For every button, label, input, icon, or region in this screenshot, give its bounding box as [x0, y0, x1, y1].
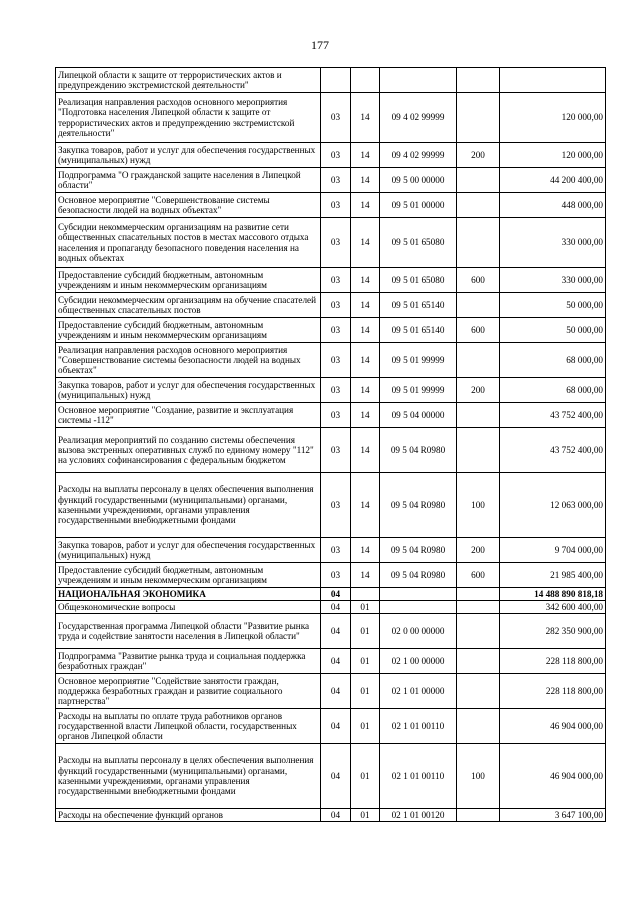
row-target-article [380, 68, 457, 93]
row-section: 04 [321, 649, 351, 674]
row-amount [500, 68, 606, 93]
row-section: 03 [321, 318, 351, 343]
row-target-article: 09 5 01 00000 [380, 193, 457, 218]
row-target-article: 02 1 01 00110 [380, 709, 457, 744]
row-amount: 228 118 800,00 [500, 649, 606, 674]
row-name: Реализация направления расходов основного мероприятия "Подготовка населения Липецкой области к защите от террористических актов и предупреждению экстремистской деятельности" [56, 93, 321, 143]
row-expense-type: 200 [457, 538, 500, 563]
row-name: Закупка товаров, работ и услуг для обеспечения государственных (муниципальных) нужд [56, 538, 321, 563]
row-amount: 330 000,00 [500, 268, 606, 293]
row-amount: 330 000,00 [500, 218, 606, 268]
table-row [56, 68, 606, 93]
row-subsection: 14 [351, 93, 380, 143]
row-subsection: 14 [351, 473, 380, 538]
table-row [56, 674, 606, 709]
table-row [56, 193, 606, 218]
row-expense-type: 600 [457, 268, 500, 293]
row-name: Подпрограмма "О гражданской защите населения в Липецкой области" [56, 168, 321, 193]
row-amount: 120 000,00 [500, 143, 606, 168]
row-section: 03 [321, 268, 351, 293]
table-row [56, 168, 606, 193]
row-expense-type: 200 [457, 143, 500, 168]
row-amount: 120 000,00 [500, 93, 606, 143]
row-name: Закупка товаров, работ и услуг для обеспечения государственных (муниципальных) нужд [56, 378, 321, 403]
row-amount: 3 647 100,00 [500, 809, 606, 822]
row-expense-type: 600 [457, 563, 500, 588]
row-expense-type [457, 168, 500, 193]
row-name: Расходы на выплаты персоналу в целях обеспечения выполнения функций государственными (муниципальными) органами, казенными учреждениями, органами управления государственными внебюджетными фондами [56, 744, 321, 809]
row-target-article: 02 0 00 00000 [380, 614, 457, 649]
row-target-article: 09 5 01 65080 [380, 268, 457, 293]
row-expense-type: 600 [457, 318, 500, 343]
table-row [56, 428, 606, 473]
row-amount: 43 752 400,00 [500, 403, 606, 428]
row-name: Расходы на обеспечение функций органов [56, 809, 321, 822]
row-name: Подпрограмма "Развитие рынка труда и социальная поддержка безработных граждан" [56, 649, 321, 674]
table-row [56, 143, 606, 168]
row-expense-type [457, 193, 500, 218]
row-subsection: 14 [351, 318, 380, 343]
row-name: Реализация направления расходов основного мероприятия "Совершенствование системы безопасности людей на водных объектах" [56, 343, 321, 378]
table-row [56, 93, 606, 143]
row-amount: 448 000,00 [500, 193, 606, 218]
row-section: 03 [321, 93, 351, 143]
row-name: Основное мероприятие "Содействие занятости граждан, поддержка безработных граждан и развитие социального партнерства" [56, 674, 321, 709]
row-amount: 43 752 400,00 [500, 428, 606, 473]
row-section: 03 [321, 563, 351, 588]
row-target-article: 09 5 04 R0980 [380, 473, 457, 538]
row-name: Предоставление субсидий бюджетным, автономным учреждениям и иным некоммерческим организациям [56, 318, 321, 343]
row-expense-type [457, 588, 500, 601]
row-subsection: 14 [351, 143, 380, 168]
row-subsection: 14 [351, 563, 380, 588]
row-subsection: 01 [351, 649, 380, 674]
row-subsection: 14 [351, 428, 380, 473]
table-row [56, 601, 606, 614]
row-subsection [351, 588, 380, 601]
row-expense-type: 200 [457, 378, 500, 403]
row-subsection [351, 68, 380, 93]
row-target-article: 09 5 04 R0980 [380, 563, 457, 588]
row-expense-type [457, 674, 500, 709]
table-row [56, 293, 606, 318]
row-expense-type [457, 809, 500, 822]
row-name: Липецкой области к защите от террористических актов и предупреждению экстремистской деятельности" [56, 68, 321, 93]
row-amount: 12 063 000,00 [500, 473, 606, 538]
row-target-article: 09 5 01 65140 [380, 293, 457, 318]
row-target-article: 02 1 00 00000 [380, 649, 457, 674]
row-section: 04 [321, 744, 351, 809]
row-amount: 14 488 890 818,18 [500, 588, 606, 601]
table-row [56, 343, 606, 378]
table-row [56, 538, 606, 563]
row-expense-type: 100 [457, 473, 500, 538]
row-target-article [380, 601, 457, 614]
row-subsection: 14 [351, 378, 380, 403]
row-expense-type [457, 614, 500, 649]
table-row [56, 318, 606, 343]
row-amount: 44 200 400,00 [500, 168, 606, 193]
row-section: 04 [321, 674, 351, 709]
row-subsection: 01 [351, 744, 380, 809]
table-row [56, 268, 606, 293]
row-section: 03 [321, 538, 351, 563]
row-section: 03 [321, 473, 351, 538]
row-section: 04 [321, 601, 351, 614]
row-name: Закупка товаров, работ и услуг для обеспечения государственных (муниципальных) нужд [56, 143, 321, 168]
row-name: Реализация мероприятий по созданию системы обеспечения вызова экстренных оперативных служб по единому номеру "112" на условиях софинансирования с федеральным бюджетом [56, 428, 321, 473]
row-name: Государственная программа Липецкой области "Развитие рынка труда и содействие занятости населения в Липецкой области" [56, 614, 321, 649]
row-section: 04 [321, 588, 351, 601]
row-expense-type [457, 601, 500, 614]
row-amount: 342 600 400,00 [500, 601, 606, 614]
row-target-article [380, 588, 457, 601]
row-target-article: 09 4 02 99999 [380, 143, 457, 168]
row-subsection: 01 [351, 601, 380, 614]
row-section: 03 [321, 218, 351, 268]
row-section: 03 [321, 168, 351, 193]
row-section: 03 [321, 343, 351, 378]
row-target-article: 02 1 01 00000 [380, 674, 457, 709]
row-target-article: 09 5 04 R0980 [380, 538, 457, 563]
row-expense-type [457, 709, 500, 744]
row-subsection: 14 [351, 343, 380, 378]
row-expense-type [457, 93, 500, 143]
row-expense-type [457, 293, 500, 318]
row-name: Расходы на выплаты персоналу в целях обеспечения выполнения функций государственными (муниципальными) органами, казенными учреждениями, органами управления государственными внебюджетными фондами [56, 473, 321, 538]
table-row [56, 709, 606, 744]
row-subsection: 14 [351, 538, 380, 563]
row-expense-type [457, 428, 500, 473]
row-amount: 21 985 400,00 [500, 563, 606, 588]
row-name: Субсидии некоммерческим организациям на развитие сети общественных спасательных постов в местах массового отдыха населения и пропаганду безопасного поведения населения на водных объектах [56, 218, 321, 268]
budget-table-body [56, 68, 606, 822]
row-target-article: 09 5 01 99999 [380, 343, 457, 378]
row-subsection: 14 [351, 193, 380, 218]
row-name: Основное мероприятие "Создание, развитие и эксплуатация системы -112" [56, 403, 321, 428]
row-target-article: 02 1 01 00110 [380, 744, 457, 809]
row-expense-type [457, 68, 500, 93]
row-subsection: 01 [351, 614, 380, 649]
table-row [56, 614, 606, 649]
row-subsection: 14 [351, 218, 380, 268]
row-amount: 46 904 000,00 [500, 744, 606, 809]
table-row [56, 378, 606, 403]
row-section: 04 [321, 709, 351, 744]
row-expense-type: 100 [457, 744, 500, 809]
row-section: 03 [321, 293, 351, 318]
row-target-article: 09 5 01 65140 [380, 318, 457, 343]
row-section: 03 [321, 428, 351, 473]
row-subsection: 14 [351, 168, 380, 193]
table-row [56, 744, 606, 809]
row-amount: 282 350 900,00 [500, 614, 606, 649]
row-target-article: 09 5 01 99999 [380, 378, 457, 403]
row-expense-type [457, 218, 500, 268]
row-name: Субсидии некоммерческим организациям на обучение спасателей общественных спасательных постов [56, 293, 321, 318]
row-target-article: 09 5 04 R0980 [380, 428, 457, 473]
row-name: Основное мероприятие "Совершенствование системы безопасности людей на водных объектах" [56, 193, 321, 218]
row-target-article: 09 4 02 99999 [380, 93, 457, 143]
row-name: НАЦИОНАЛЬНАЯ ЭКОНОМИКА [56, 588, 321, 601]
table-row [56, 218, 606, 268]
row-amount: 50 000,00 [500, 293, 606, 318]
row-target-article: 09 5 00 00000 [380, 168, 457, 193]
row-target-article: 02 1 01 00120 [380, 809, 457, 822]
row-expense-type [457, 403, 500, 428]
row-amount: 46 904 000,00 [500, 709, 606, 744]
row-name: Общеэкономические вопросы [56, 601, 321, 614]
row-amount: 50 000,00 [500, 318, 606, 343]
table-row [56, 563, 606, 588]
row-amount: 68 000,00 [500, 343, 606, 378]
table-row [56, 403, 606, 428]
row-subsection: 01 [351, 809, 380, 822]
row-section: 03 [321, 193, 351, 218]
row-expense-type [457, 343, 500, 378]
row-section [321, 68, 351, 93]
row-subsection: 14 [351, 293, 380, 318]
row-section: 04 [321, 809, 351, 822]
row-target-article: 09 5 01 65080 [380, 218, 457, 268]
row-section: 03 [321, 403, 351, 428]
row-amount: 228 118 800,00 [500, 674, 606, 709]
row-section: 03 [321, 143, 351, 168]
row-amount: 9 704 000,00 [500, 538, 606, 563]
table-row [56, 809, 606, 822]
row-name: Расходы на выплаты по оплате труда работников органов государственной власти Липецкой области, государственных органов Липецкой области [56, 709, 321, 744]
table-row [56, 588, 606, 601]
table-row [56, 473, 606, 538]
row-target-article: 09 5 04 00000 [380, 403, 457, 428]
row-section: 04 [321, 614, 351, 649]
row-amount: 68 000,00 [500, 378, 606, 403]
row-subsection: 01 [351, 709, 380, 744]
row-subsection: 14 [351, 403, 380, 428]
row-subsection: 14 [351, 268, 380, 293]
row-expense-type [457, 649, 500, 674]
row-section: 03 [321, 378, 351, 403]
row-name: Предоставление субсидий бюджетным, автономным учреждениям и иным некоммерческим организациям [56, 563, 321, 588]
row-subsection: 01 [351, 674, 380, 709]
budget-table [55, 67, 606, 822]
row-name: Предоставление субсидий бюджетным, автономным учреждениям и иным некоммерческим организациям [56, 268, 321, 293]
page-number: 177 [311, 38, 329, 52]
table-row [56, 649, 606, 674]
